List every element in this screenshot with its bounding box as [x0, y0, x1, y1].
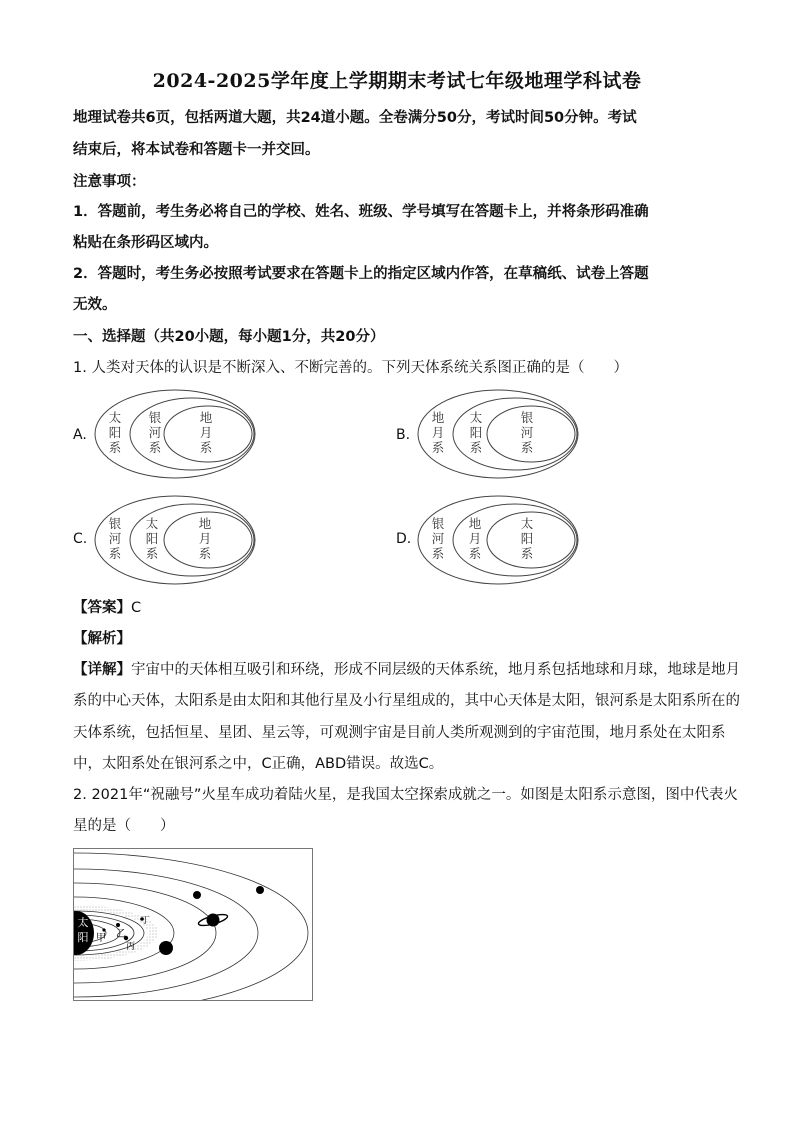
answer-value: C	[131, 600, 142, 616]
solar-system-svg	[74, 849, 312, 1000]
option-b-letter: B.	[396, 427, 411, 443]
sun-label: 太阳	[77, 916, 89, 944]
intro-line-2: 结束后，将本试卷和答题卡一并交回。	[73, 142, 320, 158]
option-d-inner-label: 太阳系	[520, 516, 534, 561]
intro-line-1: 地理试卷共6页，包括两道大题，共24道小题。全卷满分50分，考试时间50分钟。考试	[73, 110, 637, 126]
detail-text-1: 宇宙中的天体相互吸引和环绕，形成不同层级的天体系统，地月系包括地球和月球，地球是地月	[131, 662, 740, 678]
option-c-middle-label: 太阳系	[145, 516, 159, 561]
option-d-middle-label: 地月系	[468, 516, 482, 561]
question-2-stem-line-1: 2. 2021年“祝融号”火星车成功着陆火星，是我国太空探索成就之一。如图是太阳系示意图，图中代表火	[73, 787, 738, 803]
detail-line-1	[73, 660, 740, 680]
planet-label-yi: 乙	[116, 929, 126, 940]
solar-system-figure	[73, 848, 313, 1001]
analysis-tag: 【解析】	[73, 631, 131, 647]
detail-line-2: 系的中心天体，太阳系是由太阳和其他行星及小行星组成的，其中心天体是太阳，银河系是太阳系所在的	[73, 693, 740, 709]
question-1-stem: 1. 人类对天体的认识是不断深入、不断完善的。下列天体系统关系图正确的是（ ）	[73, 360, 628, 376]
answer-tag: 【答案】	[73, 600, 131, 616]
option-b-inner-label: 银河系	[520, 410, 534, 455]
page-title: 2024-2025学年度上学期期末考试七年级地理学科试卷	[152, 70, 642, 92]
question-2-stem-line-2: 星的是（ ）	[73, 818, 175, 834]
option-d-outer-label: 银河系	[431, 516, 445, 561]
option-b-outer-label: 地月系	[431, 410, 445, 455]
answer-line	[73, 598, 723, 618]
planet-jupiter	[159, 941, 173, 955]
planet-jia	[102, 928, 105, 931]
planet-label-ding: 丁	[141, 916, 151, 926]
planet-label-bing: 丙	[126, 942, 136, 952]
note-2-line-1: 2．答题时，考生务必按照考试要求在答题卡上的指定区域内作答，在草稿纸、试卷上答题	[73, 266, 649, 282]
planet-neptune	[256, 886, 264, 894]
notes-heading: 注意事项：	[73, 174, 146, 190]
option-a-letter: A.	[73, 427, 87, 443]
option-a-diagram	[90, 386, 260, 486]
note-2-line-2: 无效。	[73, 297, 117, 313]
planet-uranus	[193, 891, 201, 899]
section-1-heading: 一、选择题（共20小题，每小题1分，共20分）	[73, 329, 385, 345]
option-b-middle-label: 太阳系	[469, 410, 483, 455]
note-1-line-2: 粘贴在条形码区域内。	[73, 235, 218, 251]
option-c-outer-label: 银河系	[108, 516, 122, 561]
option-d-diagram	[413, 492, 583, 592]
option-a-middle-label: 银河系	[148, 410, 162, 455]
option-b-diagram	[413, 386, 583, 486]
detail-line-3: 天体系统，包括恒星、星团、星云等，可观测宇宙是目前人类所观测到的宇宙范围，地月系处在太阳系	[73, 725, 726, 741]
planet-label-jia: 甲	[96, 933, 106, 944]
option-c-inner-label: 地月系	[198, 516, 212, 561]
note-1-line-1: 1．答题前，考生务必将自己的学校、姓名、班级、学号填写在答题卡上，并将条形码准确	[73, 204, 649, 220]
planet-yi	[116, 923, 120, 927]
option-c-letter: C.	[73, 531, 88, 547]
detail-tag: 【详解】	[73, 662, 131, 678]
option-a-inner-label: 地月系	[199, 410, 213, 455]
option-a-outer-label: 太阳系	[108, 410, 122, 455]
detail-line-4: 中，太阳系处在银河系之中，C正确，ABD错误。故选C。	[73, 756, 444, 772]
option-c-diagram	[90, 492, 260, 592]
option-d-letter: D.	[396, 531, 412, 547]
